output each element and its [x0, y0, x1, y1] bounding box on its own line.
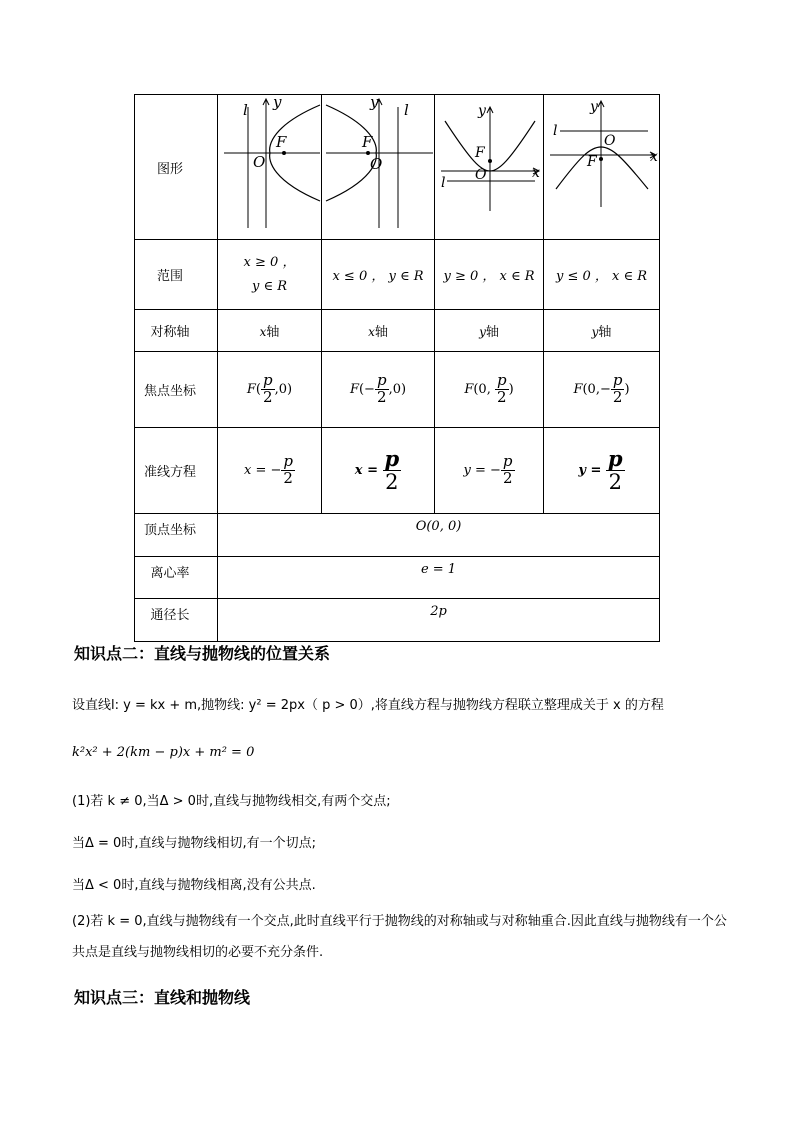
range-cell-1: x ≥ 0 ， y ∈ R	[218, 240, 322, 310]
directrix-cell-1: x = − $\frac{p}{2}$	[218, 428, 322, 514]
figure-right-opening	[218, 95, 322, 240]
range-cell-2: x ≤ 0 ， y ∈ R	[322, 240, 435, 310]
vertex-value: O(0, 0)	[218, 514, 660, 557]
directrix-cell-3: y = − $\frac{p}{2}$	[435, 428, 544, 514]
figure-down-opening	[544, 95, 660, 240]
case-1c: 当Δ < 0时,直线与抛物线相离,没有公共点.	[72, 878, 316, 893]
focus-cell-2: F(− $\frac{p}{2}$ ,0)	[322, 352, 435, 428]
section-3-title: 知识点三：直线和抛物线	[74, 988, 251, 1007]
svg-text:y: y	[590, 99, 598, 115]
svg-text:F: F	[475, 145, 485, 161]
axis-cell-2: x轴	[322, 310, 435, 352]
latus-rectum-label: 通径长	[150, 608, 190, 623]
svg-text:y: y	[273, 95, 282, 111]
focus-cell-4: F(0,− $\frac{p}{2}$ )	[544, 352, 660, 428]
svg-text:O: O	[370, 155, 383, 173]
range-row	[135, 240, 660, 310]
svg-text:y: y	[370, 95, 379, 111]
vertex-row	[135, 514, 660, 557]
latus-rectum-value: 2p	[218, 599, 660, 642]
svg-text:l: l	[243, 101, 248, 119]
eccentricity-row	[135, 557, 660, 599]
case-1: (1)若 k ≠ 0,当Δ > 0时,直线与抛物线相交,有两个交点;	[72, 794, 391, 809]
case-2: (2)若 k = 0,直线与抛物线有一个交点,此时直线平行于抛物线的对称轴或与对称轴重合.因此直线与抛物线有一个公共点是直线与抛物线相切的必要不充分条件.	[72, 914, 727, 960]
focus-row	[135, 352, 660, 428]
svg-text:x: x	[650, 149, 658, 165]
figure-label: 图形	[156, 161, 183, 177]
range-label: 范围	[156, 269, 183, 284]
focus-label: 焦点坐标	[143, 384, 196, 399]
latus-rectum-row	[135, 599, 660, 642]
svg-text:x: x	[532, 165, 540, 181]
directrix-row	[135, 428, 660, 514]
directrix-cell-2: x = $\frac{p}{2}$	[322, 428, 435, 514]
range-cell-3: y ≥ 0 ， x ∈ R	[435, 240, 544, 310]
svg-text:F: F	[276, 133, 287, 151]
focus-cell-3: F(0, $\frac{p}{2}$ )	[435, 352, 544, 428]
svg-text:l: l	[441, 175, 446, 191]
parabola-properties-table	[134, 94, 660, 642]
figure-row	[135, 95, 660, 240]
svg-text:O: O	[604, 133, 616, 149]
directrix-label: 准线方程	[143, 465, 196, 480]
line-equation: k²x² + 2(km − p)x + m² = 0	[72, 745, 255, 760]
line-setup: 设直线l: y = kx + m,抛物线: y² = 2px（ p > 0）,将直线方程与抛物线方程联立整理成关于 x 的方程	[72, 698, 664, 713]
axis-label: 对称轴	[150, 325, 190, 340]
svg-text:l: l	[553, 123, 558, 139]
axis-cell-1: x轴	[218, 310, 322, 352]
figure-left-opening	[322, 95, 435, 240]
svg-text:F: F	[587, 154, 597, 170]
section-2-title: 知识点二：直线与抛物线的位置关系	[74, 644, 331, 663]
eccentricity-value: e = 1	[218, 557, 660, 599]
range-cell-4: y ≤ 0 ， x ∈ R	[544, 240, 660, 310]
svg-text:l: l	[404, 101, 409, 119]
svg-text:F: F	[362, 133, 373, 151]
directrix-cell-4: y = $\frac{p}{2}$	[544, 428, 660, 514]
axis-cell-3: y轴	[435, 310, 544, 352]
figure-up-opening	[435, 95, 544, 240]
svg-text:y: y	[478, 103, 486, 119]
axis-cell-4: y轴	[544, 310, 660, 352]
case-1b: 当Δ = 0时,直线与抛物线相切,有一个切点;	[72, 836, 316, 851]
svg-text:O: O	[475, 167, 487, 183]
vertex-label: 顶点坐标	[143, 523, 196, 538]
focus-cell-1: F( $\frac{p}{2}$ ,0)	[218, 352, 322, 428]
eccentricity-label: 离心率	[150, 566, 190, 581]
svg-text:O: O	[253, 153, 266, 171]
axis-row	[135, 310, 660, 352]
